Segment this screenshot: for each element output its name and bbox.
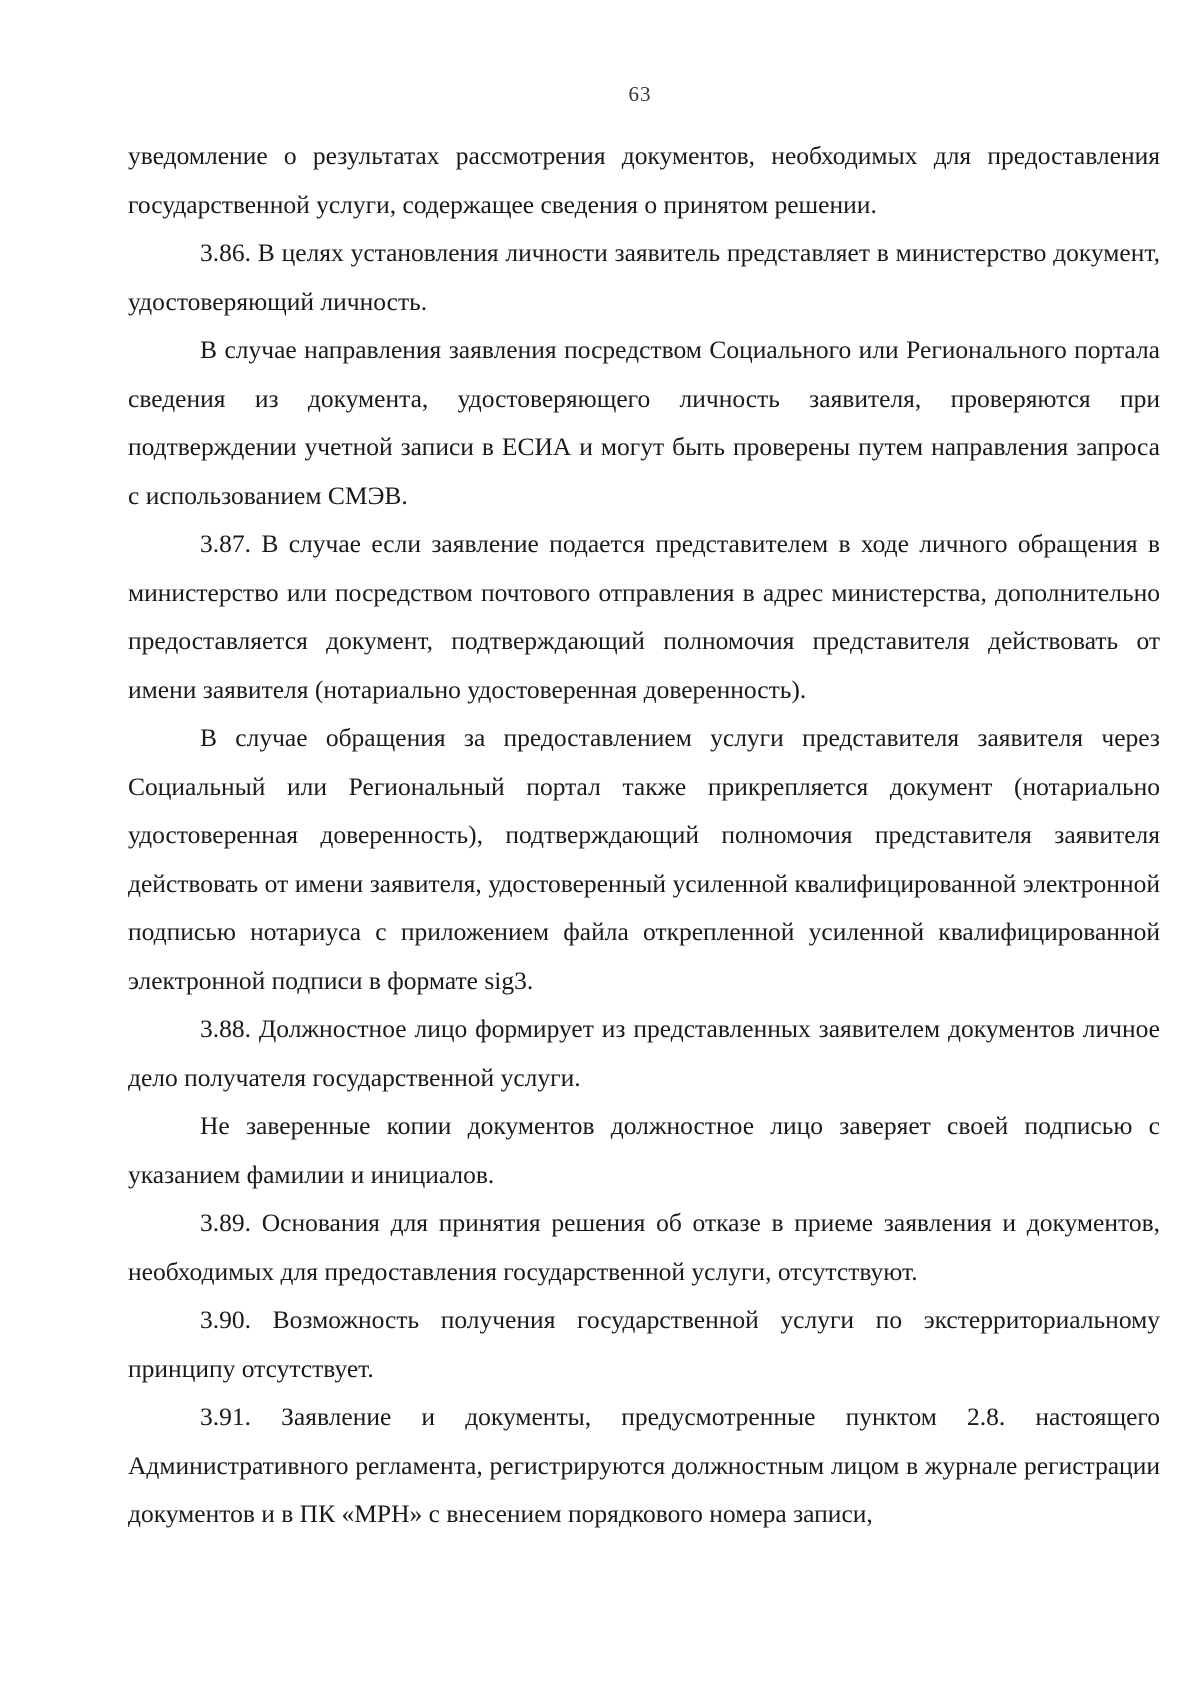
paragraph-3-86: 3.86. В целях установления личности заявитель представляет в министерство документ, удостоверяющий личность.	[128, 238, 1160, 316]
paragraph-3-91: 3.91. Заявление и документы, предусмотренные пунктом 2.8. настоящего Административного регламента, регистрируются должностным лицом в журнале регистрации документов и в ПК «МРН» с внесением порядкового номера записи,	[128, 1402, 1160, 1528]
paragraph-3-89: 3.89. Основания для принятия решения об отказе в приеме заявления и документов, необходимых для предоставления государственной услуги, отсутствуют.	[128, 1208, 1160, 1286]
paragraph-3-90: 3.90. Возможность получения государственной услуги по экстерриториальному принципу отсутствует.	[128, 1305, 1160, 1383]
document-body	[128, 132, 1160, 1539]
paragraph-continuation: уведомление о результатах рассмотрения документов, необходимых для предоставления государственной услуги, содержащее сведения о принятом решении.	[128, 141, 1160, 219]
paragraph-portal-verification: В случае направления заявления посредством Социального или Регионального портала сведения из документа, удостоверяющего личность заявителя, проверяются при подтверждении учетной записи в ЕСИА и могут быть проверены путем направления запроса с использованием СМЭВ.	[128, 335, 1160, 510]
page-number: 63	[628, 82, 652, 106]
paragraph-3-87: 3.87. В случае если заявление подается представителем в ходе личного обращения в министерство или посредством почтового отправления в адрес министерства, дополнительно предоставляется документ, подтверждающий полномочия представителя действовать от имени заявителя (нотариально удостоверенная доверенность).	[128, 529, 1160, 704]
paragraph-certified-copies: Не заверенные копии документов должностное лицо заверяет своей подписью с указанием фамилии и инициалов.	[128, 1111, 1160, 1189]
paragraph-3-88: 3.88. Должностное лицо формирует из представленных заявителем документов личное дело получателя государственной услуги.	[128, 1014, 1160, 1092]
paragraph-representative-portal: В случае обращения за предоставлением услуги представителя заявителя через Социальный или Региональный портал также прикрепляется документ (нотариально удостоверенная доверенность), подтверждающий полномочия представителя заявителя действовать от имени заявителя, удостоверенный усиленной квалифицированной электронной подписью нотариуса с приложением файла открепленной усиленной квалифицированной электронной подписи в формате sig3.	[128, 723, 1160, 995]
